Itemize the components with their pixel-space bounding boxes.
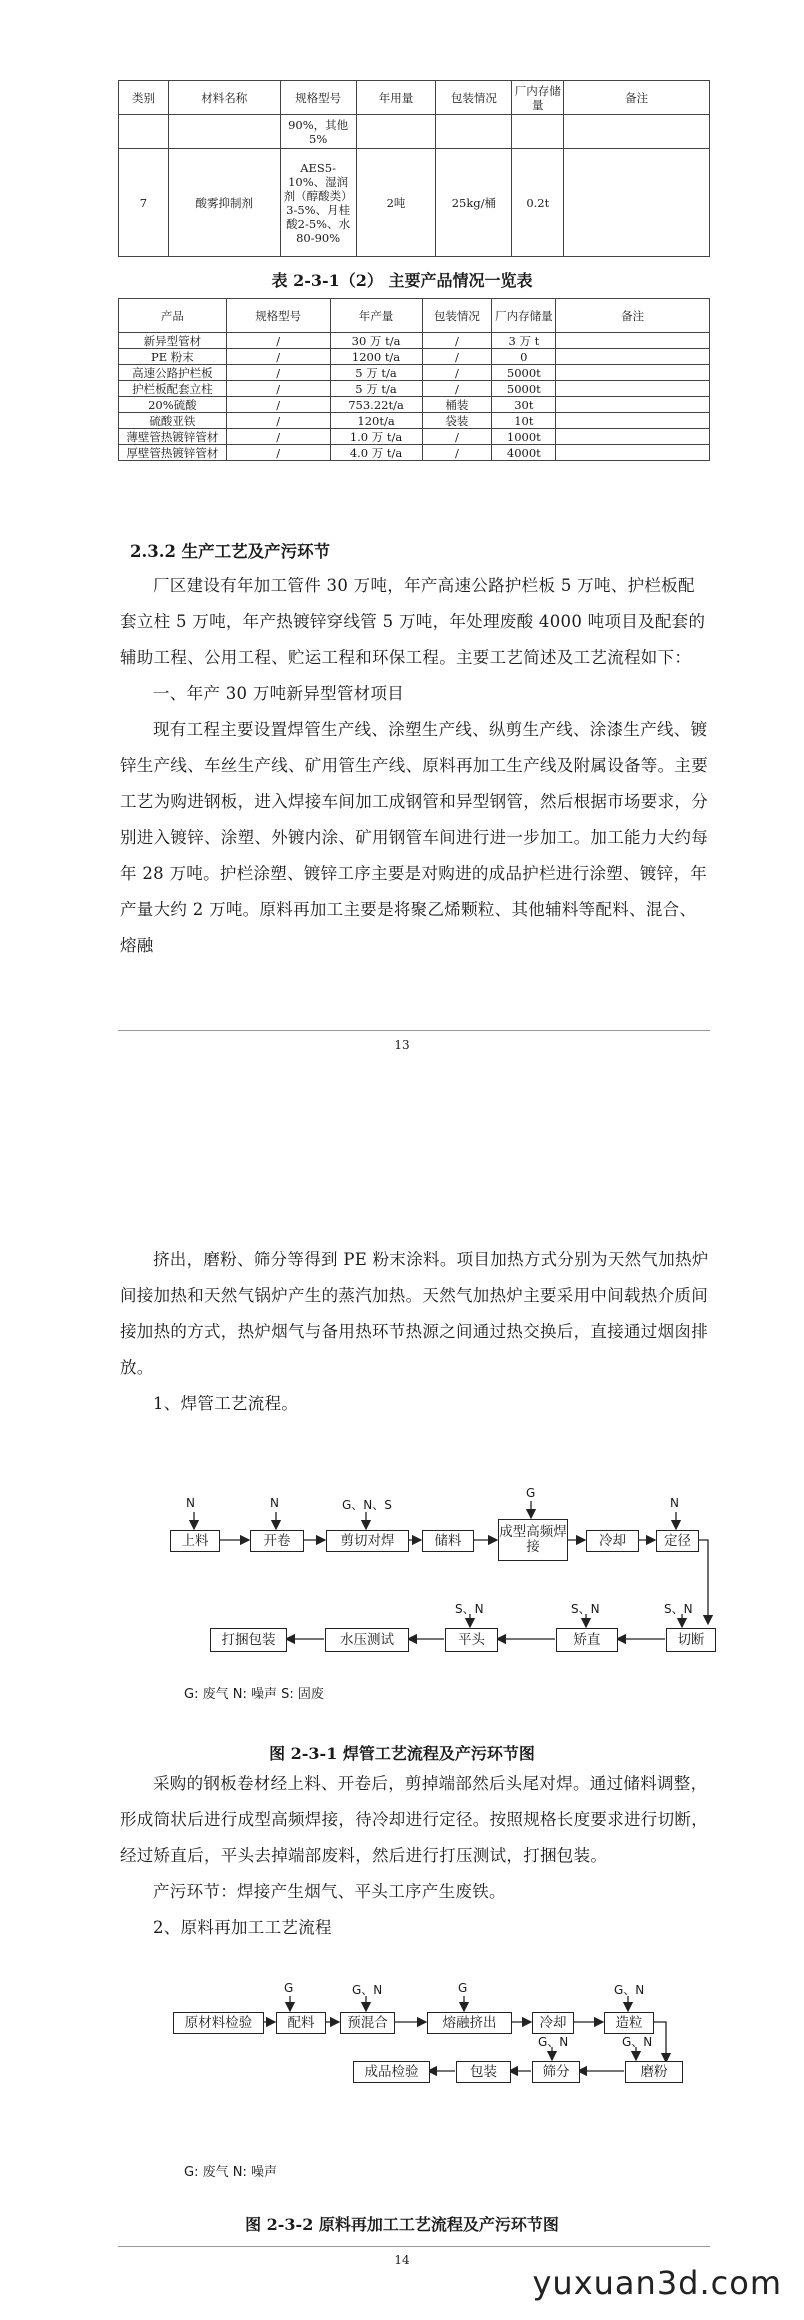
figure-legend: G: 废气 N: 噪声 — [184, 2165, 277, 2180]
table-cell: / — [422, 429, 492, 445]
table-cell: 1200 t/a — [330, 349, 422, 365]
emission-label: N — [270, 1496, 279, 1510]
table-cell: 1000t — [492, 429, 556, 445]
step-box: 筛分 — [532, 2061, 580, 2083]
emission-label: G、N — [352, 1983, 383, 1997]
figure-caption: 图 2-3-2 原料再加工工艺流程及产污环节图 — [245, 2215, 559, 2234]
table-row — [119, 429, 710, 445]
step-box: 成型高频焊接 — [498, 1519, 568, 1561]
table-row — [119, 349, 710, 365]
step-box: 水压测试 — [325, 1628, 409, 1652]
column-header: 备注 — [556, 299, 710, 333]
table-cell: / — [422, 381, 492, 397]
products-table — [118, 298, 710, 461]
table-cell: 90%，其他5% — [280, 115, 356, 149]
column-header: 规格型号 — [226, 299, 330, 333]
table-cell: / — [422, 365, 492, 381]
table-cell: 4000t — [492, 445, 556, 461]
step-box: 开卷 — [250, 1530, 304, 1552]
table-cell: 高速公路护栏板 — [119, 365, 227, 381]
table-cell: / — [226, 349, 330, 365]
column-header: 厂内存储量 — [492, 299, 556, 333]
step-box: 磨粉 — [625, 2061, 683, 2083]
column-header: 包装情况 — [422, 299, 492, 333]
table-cell: 753.22t/a — [330, 397, 422, 413]
table-row — [119, 397, 710, 413]
figure-legend: G: 废气 N: 噪声 S: 固废 — [184, 1687, 324, 1702]
section-heading: 2.3.2 生产工艺及产污环节 — [130, 542, 331, 561]
table-cell: 120t/a — [330, 413, 422, 429]
step-box: 预混合 — [340, 2012, 395, 2034]
paragraph: 现有工程主要设置焊管生产线、涂塑生产线、纵剪生产线、涂漆生产线、镀锌生产线、车丝生产线、矿用管生产线、原料再加工生产线及附属设备等。主要工艺为购进钢板，进入焊接车间加工成钢管和异型钢管，然后根据市场要求，分别进入镀锌、涂塑、外镀内涂、矿用钢管车间进行进一步加工。加工能力大约每年 28 万吨。护栏涂塑、镀锌工序主要是对购进的成品护栏进行涂塑、镀锌，年产量大约 2 万吨。原料再加工主要是将聚乙烯颗粒、其他辅料等配料、混合、熔融 — [120, 720, 708, 955]
table-cell: / — [422, 349, 492, 365]
table-cell — [556, 365, 710, 381]
table-cell — [168, 115, 280, 149]
table-cell: PE 粉末 — [119, 349, 227, 365]
column-header: 年产量 — [330, 299, 422, 333]
table-row — [119, 381, 710, 397]
table-cell: 7 — [119, 149, 169, 257]
table-cell: 0 — [492, 349, 556, 365]
table-cell: / — [226, 429, 330, 445]
emission-label: N — [186, 1496, 195, 1510]
page-number: 14 — [394, 2253, 410, 2267]
footer-rule — [118, 1030, 710, 1031]
paragraph: 1、焊管工艺流程。 — [153, 1394, 299, 1413]
table-cell: 酸雾抑制剂 — [168, 149, 280, 257]
step-box: 原材料检验 — [173, 2012, 264, 2034]
table-cell: 25kg/桶 — [436, 149, 512, 257]
column-header: 年用量 — [356, 81, 436, 115]
step-box: 切断 — [666, 1628, 716, 1652]
table-row — [119, 365, 710, 381]
paragraph: 采购的钢板卷材经上料、开卷后，剪掉端部然后头尾对焊。通过储料调整，形成筒状后进行成型高频焊接，待冷却进行定径。按照规格长度要求进行切断，经过矫直后，平头去掉端部废料，然后进行打压测试，打捆包装。 — [120, 1774, 708, 1865]
table-cell: 10t — [492, 413, 556, 429]
table-cell: 2吨 — [356, 149, 436, 257]
table-row — [119, 333, 710, 349]
emission-label: G — [284, 1981, 294, 1995]
table-cell: 5 万 t/a — [330, 365, 422, 381]
step-box: 造粒 — [604, 2012, 654, 2034]
materials-table — [118, 80, 710, 257]
table-cell: 3 万 t — [492, 333, 556, 349]
column-header: 包装情况 — [436, 81, 512, 115]
step-box: 冷却 — [586, 1530, 639, 1552]
table-cell: 20%硫酸 — [119, 397, 227, 413]
table-cell: / — [422, 333, 492, 349]
step-box: 剪切对焊 — [326, 1530, 409, 1552]
table-cell: AES5-10%、湿润剂（醇酸类）3-5%、月桂酸2-5%、水80-90% — [280, 149, 356, 257]
step-box: 成品检验 — [353, 2061, 430, 2083]
page-number: 13 — [394, 1038, 410, 1052]
step-box: 冷却 — [532, 2012, 574, 2034]
table-cell: 袋装 — [422, 413, 492, 429]
table-cell — [556, 413, 710, 429]
figure-caption: 图 2-3-1 焊管工艺流程及产污环节图 — [269, 1744, 535, 1763]
table-cell — [436, 115, 512, 149]
table-cell: 桶装 — [422, 397, 492, 413]
table-cell — [512, 115, 564, 149]
table-cell: 5000t — [492, 381, 556, 397]
table-cell: / — [226, 365, 330, 381]
emission-label: G、N — [614, 1983, 645, 1997]
table-cell — [556, 333, 710, 349]
table-cell — [556, 381, 710, 397]
table-cell: 30 万 t/a — [330, 333, 422, 349]
table-cell: 护栏板配套立柱 — [119, 381, 227, 397]
step-box: 上料 — [170, 1530, 220, 1552]
paragraph: 厂区建设有年加工管件 30 万吨，年产高速公路护栏板 5 万吨、护栏板配套立柱 5 万吨，年产热镀锌穿线管 5 万吨，年处理废酸 4000 吨项目及配套的辅助工程、公用工程、贮运工程和环保工程。主要工艺简述及工艺流程如下： — [120, 576, 706, 667]
table-cell — [556, 429, 710, 445]
table-caption: 表 2-3-1（2） 主要产品情况一览表 — [271, 271, 533, 290]
table-cell: 0.2t — [512, 149, 564, 257]
table-row — [119, 115, 710, 149]
step-box: 矫直 — [556, 1628, 618, 1652]
paragraph: 一、年产 30 万吨新异型管材项目 — [153, 684, 405, 703]
column-header: 规格型号 — [280, 81, 356, 115]
paragraph: 产污环节：焊接产生烟气、平头工序产生废铁。 — [153, 1882, 506, 1901]
column-header: 材料名称 — [168, 81, 280, 115]
table-row — [119, 445, 710, 461]
table-cell: 5 万 t/a — [330, 381, 422, 397]
column-header: 产品 — [119, 299, 227, 333]
table-cell — [556, 349, 710, 365]
emission-label: G — [526, 1486, 536, 1500]
emission-label: G、N — [622, 2035, 653, 2049]
step-box: 平头 — [445, 1628, 498, 1652]
table-cell: / — [226, 381, 330, 397]
table-cell: 1.0 万 t/a — [330, 429, 422, 445]
emission-label: G、N — [538, 2035, 569, 2049]
page-14 — [0, 1130, 804, 2320]
emission-label: G — [458, 1981, 468, 1995]
emission-label: G、N、S — [342, 1498, 392, 1512]
table-cell: 硫酸亚铁 — [119, 413, 227, 429]
table-cell: 新异型管材 — [119, 333, 227, 349]
table-cell: / — [226, 397, 330, 413]
step-box: 包装 — [456, 2061, 511, 2083]
table-cell — [556, 397, 710, 413]
table-cell: 4.0 万 t/a — [330, 445, 422, 461]
step-box: 储料 — [422, 1530, 474, 1552]
table-cell: 30t — [492, 397, 556, 413]
paragraph: 2、原料再加工工艺流程 — [153, 1918, 332, 1937]
table-header-row — [119, 81, 710, 115]
table-cell: 5000t — [492, 365, 556, 381]
table-cell — [356, 115, 436, 149]
step-box: 熔融挤出 — [427, 2012, 512, 2034]
table-cell — [556, 445, 710, 461]
emission-label: N — [670, 1496, 679, 1510]
table-header-row — [119, 299, 710, 333]
step-box: 定径 — [656, 1530, 699, 1552]
emission-label: S、N — [664, 1602, 693, 1616]
emission-label: S、N — [571, 1602, 600, 1616]
page-13 — [0, 0, 804, 1070]
table-cell — [564, 115, 710, 149]
table-cell — [119, 115, 169, 149]
table-cell: / — [226, 445, 330, 461]
watermark: yuxuan3d.com — [532, 2264, 782, 2302]
column-header: 厂内存储量 — [512, 81, 564, 115]
table-cell: / — [226, 413, 330, 429]
table-cell: 薄壁管热镀锌管材 — [119, 429, 227, 445]
section-body — [120, 568, 710, 964]
column-header: 备注 — [564, 81, 710, 115]
table-cell: / — [226, 333, 330, 349]
step-box: 打捆包装 — [210, 1628, 287, 1652]
step-box: 配料 — [276, 2012, 326, 2034]
table-row — [119, 413, 710, 429]
footer-rule — [118, 2246, 710, 2247]
column-header: 类别 — [119, 81, 169, 115]
emission-label: S、N — [455, 1602, 484, 1616]
table-cell — [564, 149, 710, 257]
paragraph: 挤出，磨粉、筛分等得到 PE 粉末涂料。项目加热方式分别为天然气加热炉间接加热和天然气锅炉产生的蒸汽加热。天然气加热炉主要采用中间载热介质间接加热的方式，热炉烟气与备用热环节热源之间通过热交换后，直接通过烟囱排放。 — [120, 1250, 709, 1377]
table-cell: 厚壁管热镀锌管材 — [119, 445, 227, 461]
reprocessing-flow-diagram — [0, 1130, 804, 2230]
table-cell: / — [422, 445, 492, 461]
table-row — [119, 149, 710, 257]
